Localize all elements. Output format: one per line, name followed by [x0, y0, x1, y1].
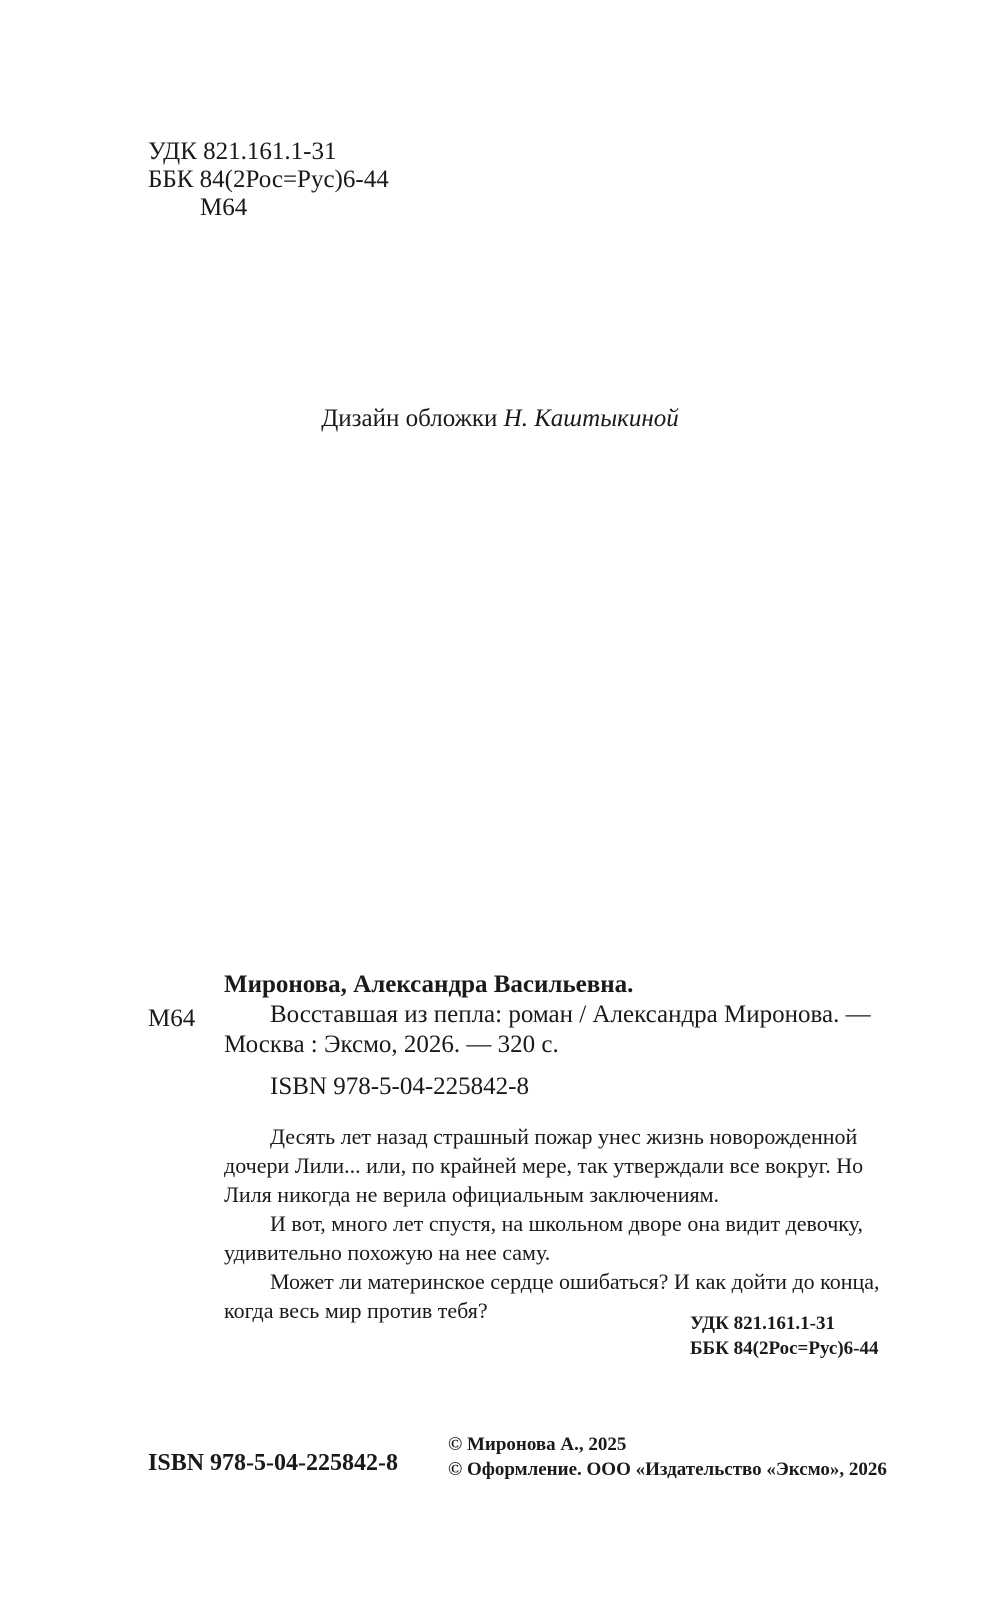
copyright-block [448, 1432, 887, 1482]
cover-credit-prefix: Дизайн обложки [321, 405, 504, 432]
classification-codes-top [148, 138, 389, 222]
annotation-paragraph: Десять лет назад страшный пожар унес жизнь новорожденной дочери Лили... или, по крайней мере, так утверждали все вокруг. Но Лиля никогда не верила официальным заключениям. [224, 1124, 864, 1207]
bbk-code: ББК 84(2Рос=Рус)6-44 [690, 1338, 879, 1359]
margin-author-mark: М64 [148, 1005, 196, 1032]
classification-codes-right [690, 1311, 878, 1361]
annotation-paragraph: И вот, много лет спустя, на школьном дворе она видит девочку, удивительно похожую на нее саму. [224, 1211, 863, 1265]
author-mark: М64 [200, 194, 248, 221]
cover-design-credit [0, 405, 1000, 433]
isbn-footer: ISBN 978-5-04-225842-8 [148, 1450, 398, 1476]
udk-code: УДК 821.161.1-31 [690, 1313, 835, 1334]
annotation [224, 1122, 884, 1325]
udk-code: УДК 821.161.1-31 [148, 138, 337, 165]
bibliographic-record [224, 970, 884, 1102]
copyright-author: © Миронова А., 2025 [448, 1434, 627, 1455]
record-author: Миронова, Александра Васильевна. [224, 971, 634, 998]
bbk-code: ББК 84(2Рос=Рус)6-44 [148, 166, 389, 193]
copyright-design: © Оформление. ООО «Издательство «Эксмо», 2026 [448, 1459, 887, 1480]
record-description: Восставшая из пепла: роман / Александра Миронова. — Москва : Эксмо, 2026. — 320 с. [224, 1001, 871, 1058]
annotation-paragraph: Может ли материнское сердце ошибаться? И как дойти до конца, когда весь мир против тебя? [224, 1269, 880, 1323]
record-isbn: ISBN 978-5-04-225842-8 [270, 1073, 530, 1100]
cover-designer-name: Н. Каштыкиной [503, 405, 679, 432]
